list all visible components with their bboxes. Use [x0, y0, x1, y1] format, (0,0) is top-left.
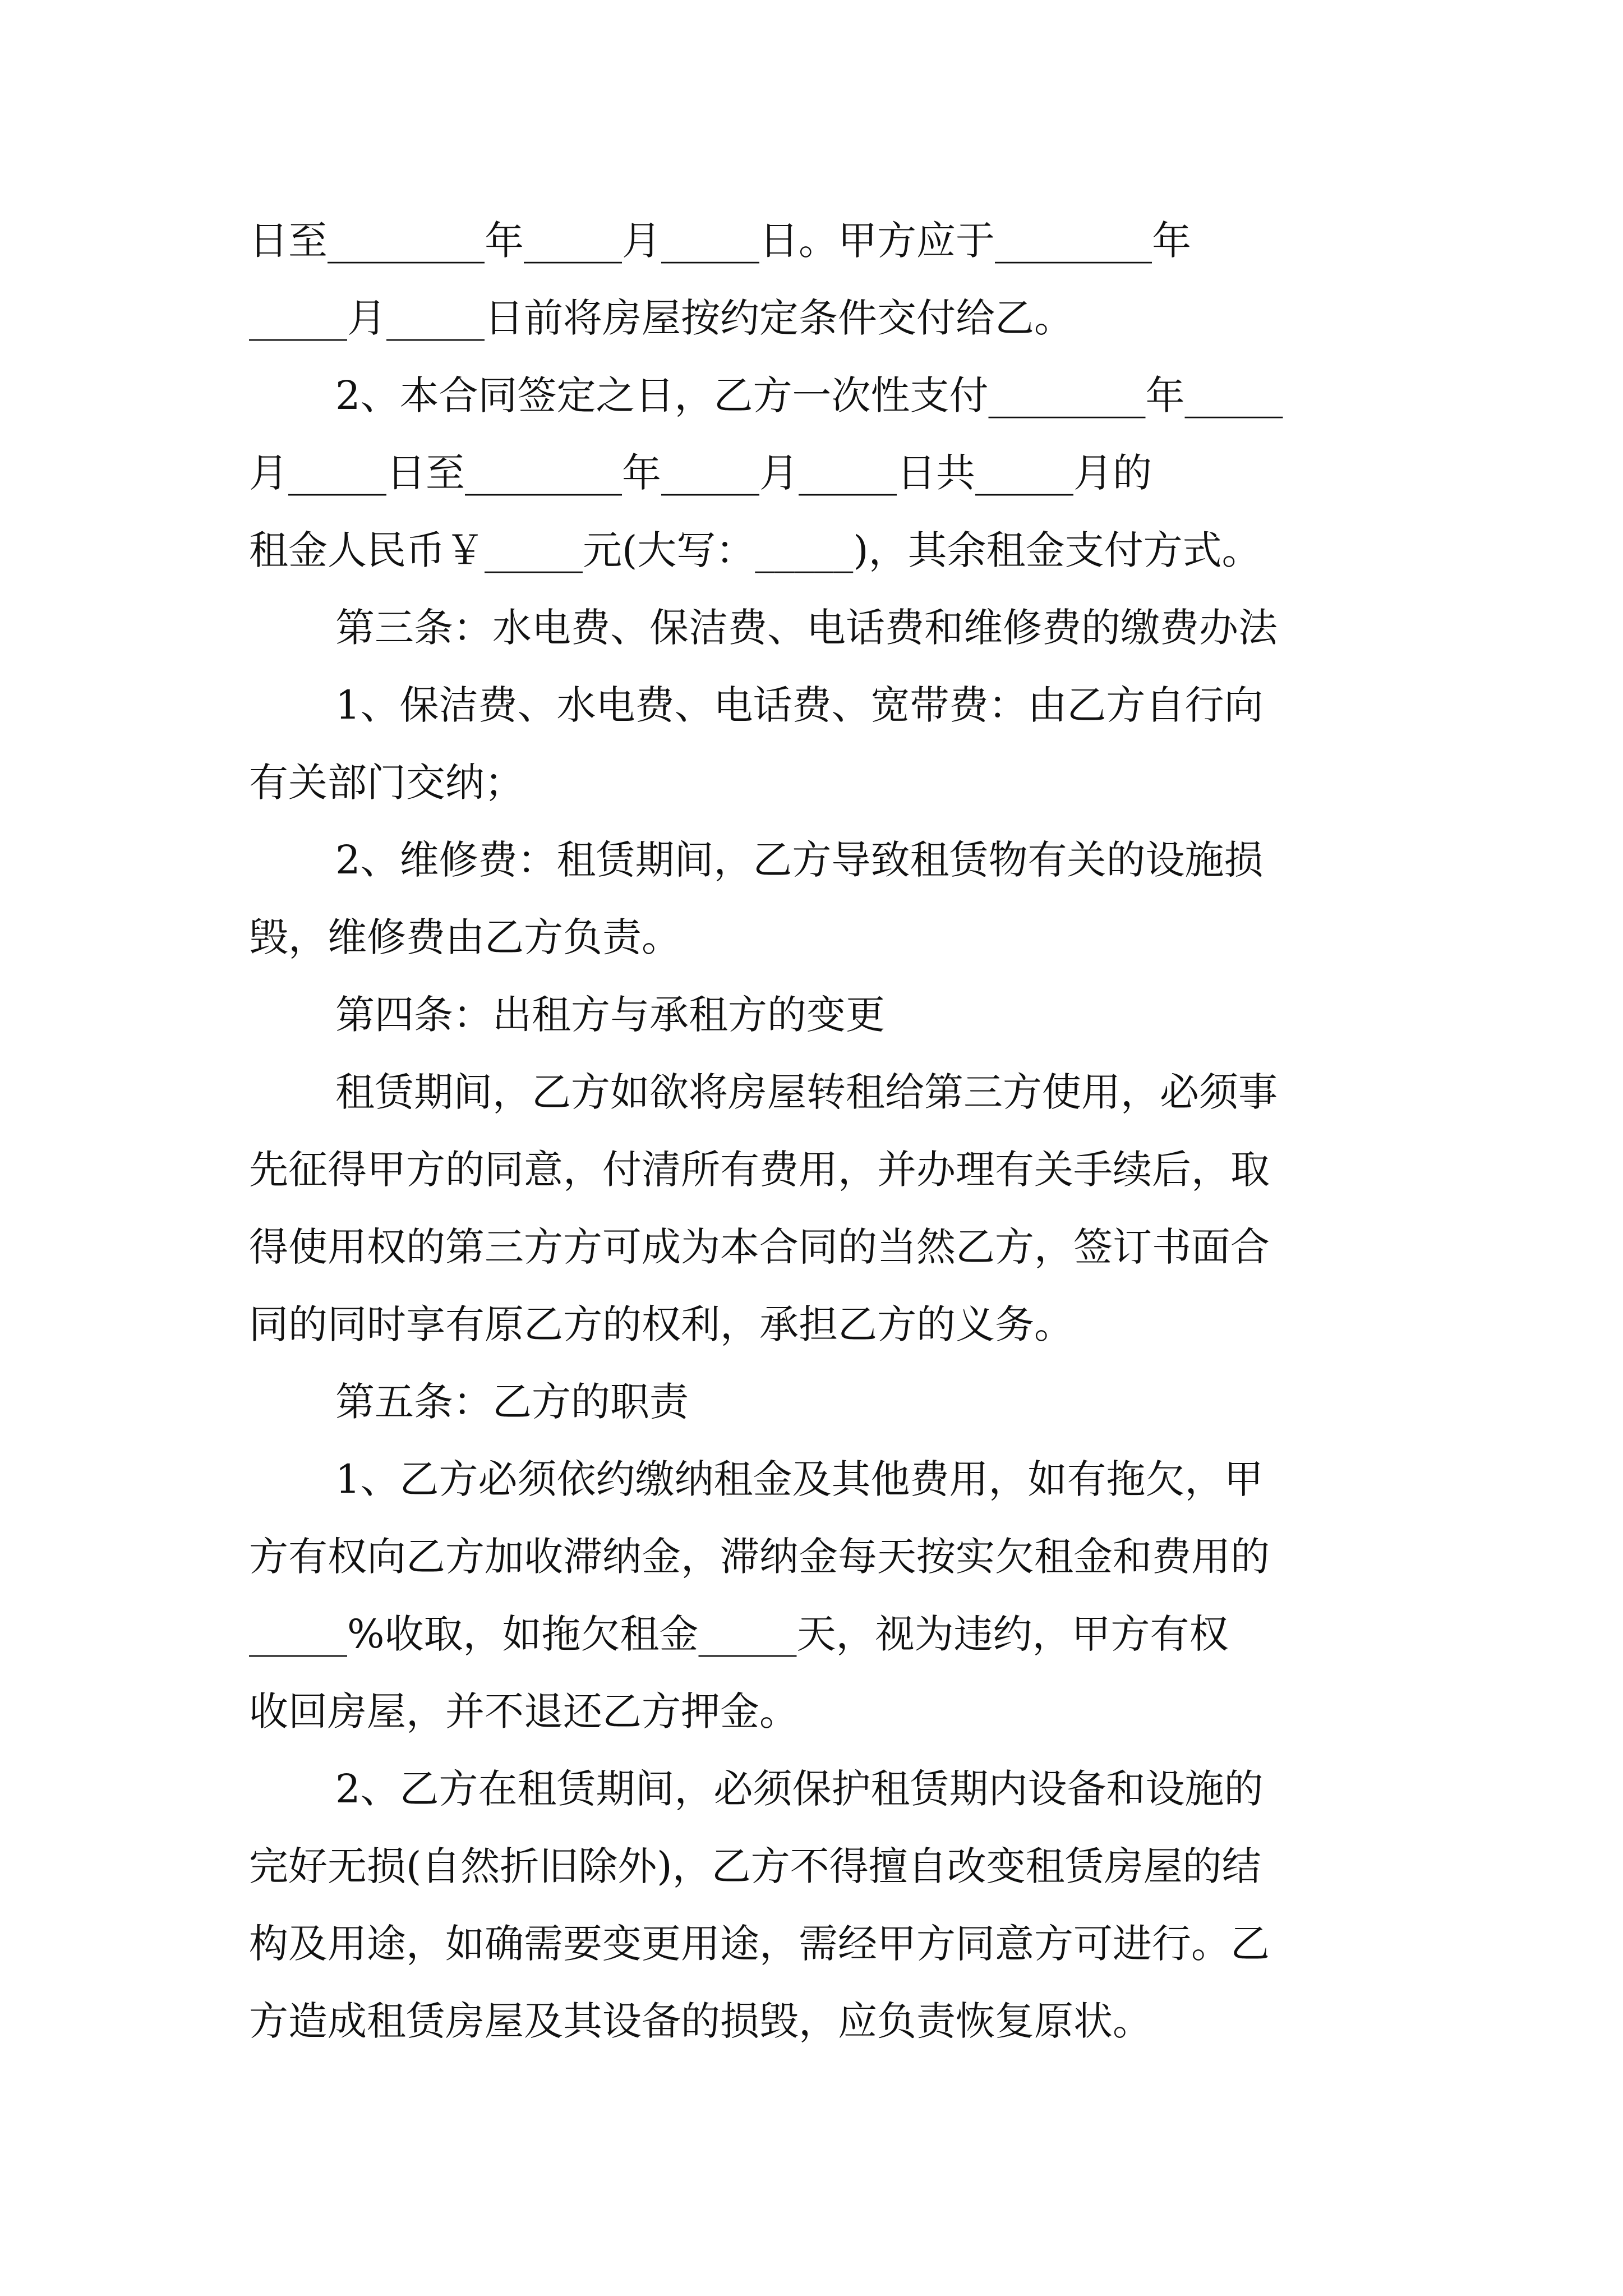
text-line: 得使用权的第三方方可成为本合同的当然乙方，签订书面合	[249, 1224, 1270, 1270]
text-line: 收回房屋，并不退还乙方押金。	[249, 1688, 799, 1734]
text-line: 1、乙方必须依约缴纳租金及其他费用，如有拖欠，甲	[335, 1456, 1264, 1502]
text-line: 先征得甲方的同意，付清所有费用，并办理有关手续后，取	[249, 1147, 1270, 1193]
text-line: 毁，维修费由乙方负责。	[249, 914, 681, 960]
text-line: 完好无损(自然折旧除外)，乙方不得擅自改变租赁房屋的结	[249, 1843, 1261, 1889]
text-line: 2、维修费：租赁期间，乙方导致租赁物有关的设施损	[335, 837, 1264, 883]
text-line: 日至________年_____月_____日。甲方应于________年	[249, 218, 1191, 264]
text-line: 有关部门交纳；	[249, 760, 524, 806]
text-line: 方造成租赁房屋及其设备的损毁，应负责恢复原状。	[249, 1998, 1152, 2044]
text-line: 构及用途，如确需要变更用途，需经甲方同意方可进行。乙	[249, 1921, 1270, 1967]
text-line: 月_____日至________年_____月_____日共_____月的	[249, 450, 1152, 496]
document-page	[249, 202, 1387, 2060]
text-line: 租赁期间，乙方如欲将房屋转租给第三方使用，必须事	[335, 1069, 1278, 1115]
text-line: 租金人民币￥_____元(大写：_____)，其余租金支付方式。	[249, 527, 1261, 573]
text-line: 1、保洁费、水电费、电话费、宽带费：由乙方自行向	[335, 682, 1264, 728]
text-line: 第四条：出租方与承租方的变更	[335, 992, 885, 1038]
document-body	[249, 202, 1387, 2060]
text-line: 第三条：水电费、保洁费、电话费和维修费的缴费办法	[335, 605, 1278, 651]
text-line: 第五条：乙方的职责	[335, 1379, 689, 1425]
text-line: _____月_____日前将房屋按约定条件交付给乙。	[249, 295, 1073, 341]
text-line: 方有权向乙方加收滞纳金，滞纳金每天按实欠租金和费用的	[249, 1534, 1270, 1580]
text-line: 2、本合同签定之日，乙方一次性支付________年_____	[335, 372, 1283, 418]
text-line: 2、乙方在租赁期间，必须保护租赁期内设备和设施的	[335, 1766, 1264, 1812]
text-line: 同的同时享有原乙方的权利，承担乙方的义务。	[249, 1301, 1073, 1347]
text-line: _____%收取，如拖欠租金_____天，视为违约，甲方有权	[249, 1611, 1229, 1657]
